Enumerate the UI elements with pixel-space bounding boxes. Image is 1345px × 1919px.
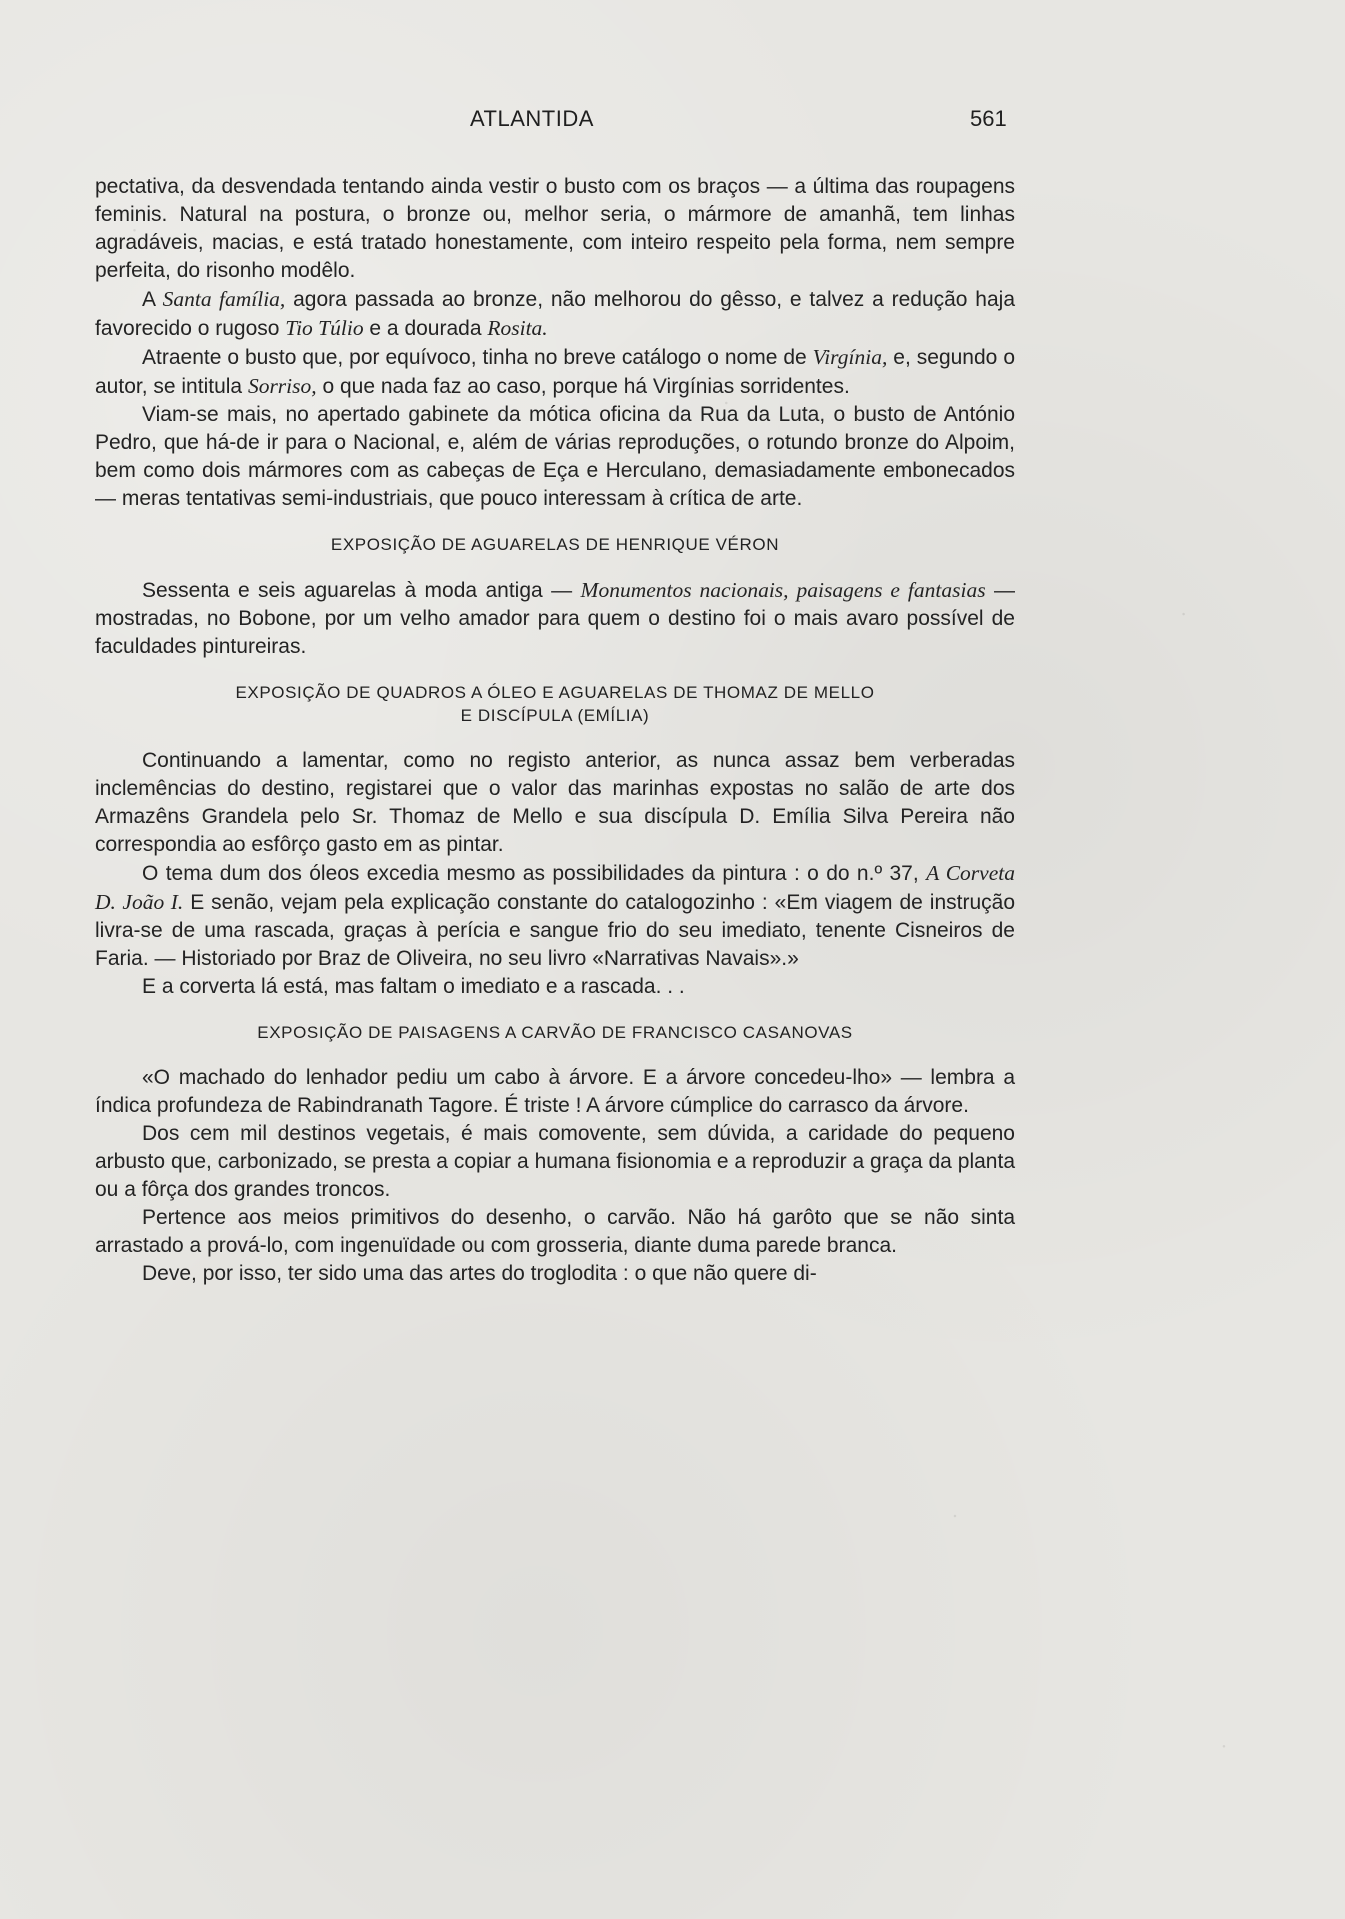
paragraph-2 — [95, 285, 1015, 343]
paragraph-5 — [95, 576, 1015, 661]
section-heading-francisco-casanovas: EXPOSIÇÃO DE PAISAGENS A CARVÃO DE FRANCISCO CASANOVAS — [257, 1023, 853, 1042]
paragraph-1: pectativa, da desvendada tentando ainda vestir o busto com os braços — a última das roupagens feminis. Natural na postura, o bronze ou, melhor seria, o mármore de amanhã, tem linhas agradáveis, macias, e está tratado honestamente, com inteiro respeito pela forma, nem sempre perfeita, do risonho modêlo. — [95, 175, 1015, 282]
paragraph-3-suffix: o que nada faz ao caso, porque há Virgínias sorridentes. — [316, 375, 850, 398]
italic-title-santa-familia: Santa família, — [162, 287, 286, 311]
paragraph-6: Continuando a lamentar, como no registo anterior, as nunca assaz bem verberadas inclemências do destino, registarei que o valor das marinhas expostas no salão de arte dos Armazêns Grandela pelo Sr. Thomaz de Mello e sua discípula D. Emília Silva Pereira não correspondia ao esfôrço gasto em as pintar. — [95, 749, 1015, 856]
italic-title-monumentos: Monumentos nacionais, paisagens e fantasias — [580, 578, 986, 602]
paragraph-4: Viam-se mais, no apertado gabinete da mótica oficina da Rua da Luta, o busto de António Pedro, que há-de ir para o Nacional, e, além de várias reproduções, o rotundo bronze do Alpoim, bem como dois mármores com as cabeças de Eça e Herculano, demasiadamente embonecados — meras tentativas semi-industriais, que pouco interessam à crítica de arte. — [95, 403, 1015, 510]
main-text — [95, 173, 1015, 1288]
italic-title-sorriso: Sorriso, — [247, 374, 317, 398]
paragraph-9: «O machado do lenhador pediu um cabo à árvore. E a árvore concedeu-lho» — lembra a índica profundeza de Rabindranath Tagore. É triste ! A árvore cúmplice do carrasco da árvore. — [95, 1066, 1015, 1117]
italic-title-virginia: Virgínia, — [812, 345, 888, 369]
paragraph-3-middle: e, segundo o autor, se intitula — [95, 346, 1015, 398]
paragraph-2-prefix: A — [142, 288, 163, 311]
paragraph-8: E a corverta lá está, mas faltam o imediato e a rascada. . . — [142, 975, 685, 998]
page-number: 561 — [970, 106, 1007, 131]
page-title: ATLANTIDA — [470, 106, 594, 131]
section-heading-henrique-veron: EXPOSIÇÃO DE AGUARELAS DE HENRIQUE VÉRON — [330, 535, 780, 554]
paragraph-3-prefix: Atraente o busto que, por equívoco, tinha no breve catálogo o nome de — [142, 346, 813, 369]
paragraph-7 — [95, 859, 1015, 973]
italic-title-rosita: Rosita. — [487, 316, 548, 340]
paragraph-12: Deve, por isso, ter sido uma das artes do troglodita : o que não quere di- — [142, 1262, 817, 1285]
paragraph-11: Pertence aos meios primitivos do desenho, o carvão. Não há garôto que se não sinta arrastado a prová-lo, com ingenuïdade ou com grosseria, diante duma parede branca. — [95, 1206, 1015, 1257]
running-header — [0, 106, 1345, 140]
section-heading-thomaz-line-1: EXPOSIÇÃO DE QUADROS A ÓLEO E AGUARELAS DE THOMAZ DE MELLO — [235, 683, 875, 702]
italic-title-tio-tulio: Tio Túlio — [285, 316, 364, 340]
paragraph-5-prefix: Sessenta e seis aguarelas à moda antiga — — [142, 579, 581, 602]
paragraph-5-suffix: — mostradas, no Bobone, por um velho amador para quem o destino foi o mais avaro possível de faculdades pintureiras. — [95, 579, 1016, 658]
paragraph-7-suffix: E senão, vejam pela explicação constante do catalogozinho : «Em viagem de instrução livra-se de uma rascada, graças à perícia e sangue frio do seu imediato, tenente Cisneiros de Faria. — Historiado por Braz de Oliveira, no seu livro «Narrativas Navais».» — [95, 891, 1016, 970]
section-heading-thomaz-line-2: E DISCÍPULA (EMÍLIA) — [460, 706, 650, 725]
section-heading-thomaz-de-mello — [95, 681, 1015, 727]
paragraph-2-middle-2: e a dourada — [363, 317, 488, 340]
paragraph-2-middle-1: agora passada ao bronze, não melhorou do gêsso, e talvez a redução haja favorecido o rugoso — [95, 288, 1015, 340]
italic-title-corveta: A Corveta D. João I. — [95, 861, 1015, 914]
paragraph-3 — [95, 343, 1015, 401]
paragraph-7-prefix: O tema dum dos óleos excedia mesmo as possibilidades da pintura : o do n.º 37, — [142, 862, 927, 885]
paragraph-10: Dos cem mil destinos vegetais, é mais comovente, sem dúvida, a caridade do pequeno arbusto que, carbonizado, se presta a copiar a humana fisionomia e a reproduzir a graça da planta ou a fôrça dos grandes troncos. — [95, 1122, 1015, 1201]
